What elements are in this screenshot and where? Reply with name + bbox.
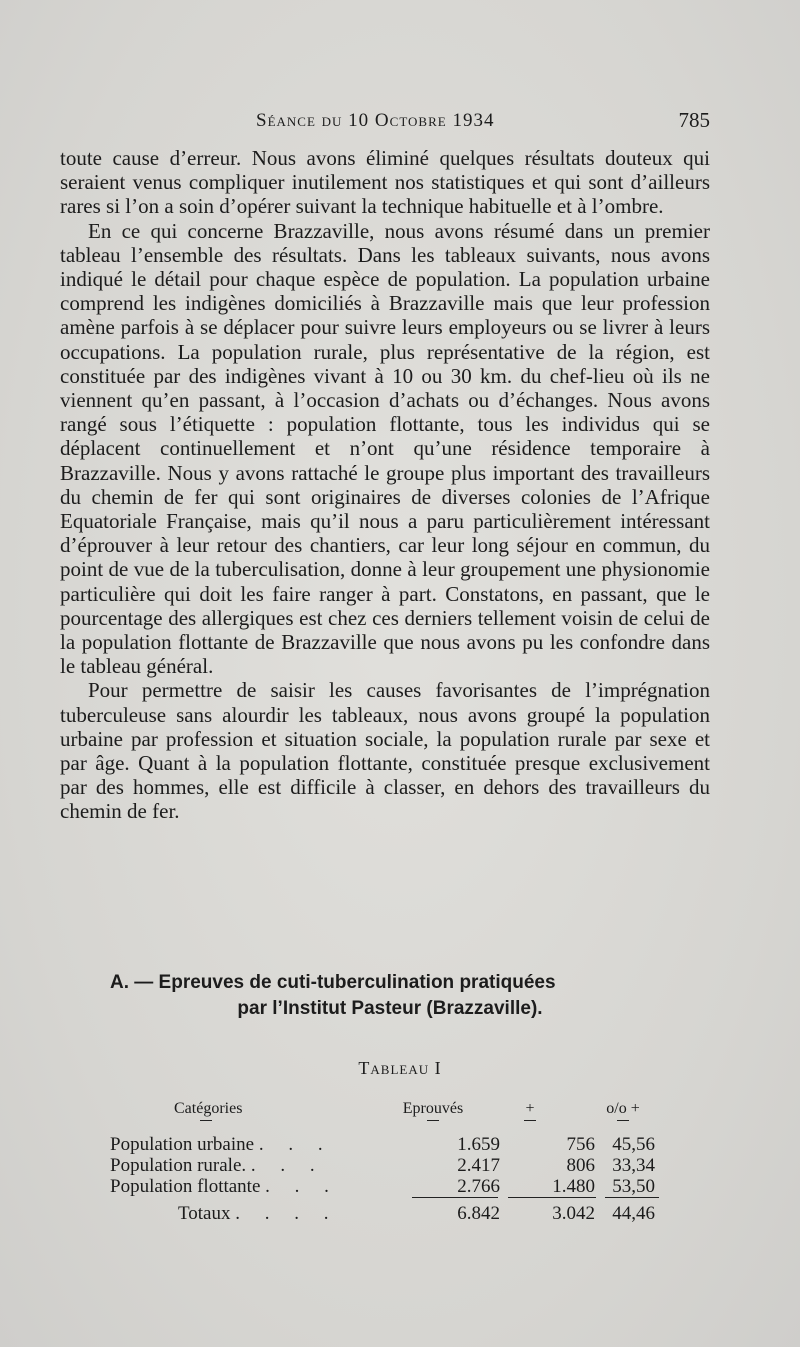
paragraph-2: En ce qui concerne Brazzaville, nous avons résumé dans un premier tableau l’ensemble des résultats. Dans les tableaux suivants, nous avons indiqué le détail pour chaque espèce de population. La population urbaine comprend les indigènes domiciliés à Brazzaville mais que leur profession amène parfois à se déplacer pour suivre leurs employeurs ou se livrer à leurs occupations. La population rurale, plus représentative de la région, est constituée par des indigènes vivant à 10 ou 30 km. du chef-lieu où ils ne viennent qu’en passant, à l’occasion d’achats ou d’échanges. Nous avons rangé sous l’étiquette : population flottante, tous les individus qui se déplacent continuellement et n’ont qu’une résidence temporaire à Brazzaville. Nous y avons rattaché le groupe plus important des travailleurs du chemin de fer qui sont originaires de diverses colonies de l’Afrique Equatoriale Française, mais qu’il nous a paru particulièrement intéressant d’éprouver à leur retour des chantiers, car leur long séjour en commun, du point de vue de la tuberculisation, donne à leur groupement une physionomie particulière qui doit les faire ranger à part. Constatons, en passant, que le pourcentage des allergiques est chez ces derniers tellement voisin de celui de la population flottante de Brazzaville que nous avons pu les confondre dans le tableau général. (60, 218, 710, 679)
page-number: 785 (678, 108, 710, 132)
totals-positive: 3.042 (552, 1203, 595, 1224)
totals-eprouves: 6.842 (457, 1203, 500, 1224)
header-dash (524, 1120, 536, 1121)
table-title: Tableau I (358, 1058, 442, 1078)
table-header-row (110, 1100, 670, 1134)
sum-rule (508, 1197, 596, 1198)
header-categories: Catégories (174, 1100, 243, 1117)
section-heading-line-2: par l’Institut Pasteur (Brazzaville). (237, 998, 543, 1019)
body-text (60, 146, 710, 824)
header-dash (200, 1120, 212, 1121)
row-percent: 33,34 (612, 1155, 655, 1176)
row-eprouves: 1.659 (457, 1134, 500, 1155)
data-table (110, 1100, 670, 1224)
header-dash (427, 1120, 439, 1121)
row-category: Population rurale. . . . (110, 1155, 325, 1176)
header-positive: + (525, 1100, 535, 1117)
paragraph-3: Pour permettre de saisir les causes favorisantes de l’imprégnation tuberculeuse sans alourdir les tableaux, nous avons groupé la population urbaine par profession et situation sociale, la population rurale par sexe et par âge. Quant à la population flottante, constituée presque exclusivement par des hommes, elle est difficile à classer, en dehors des travailleurs du chemin de fer. (60, 678, 710, 824)
totals-label: Totaux . . . . (178, 1203, 339, 1224)
row-eprouves: 2.417 (457, 1155, 500, 1176)
running-head (60, 106, 710, 136)
row-positive: 756 (566, 1134, 595, 1155)
row-eprouves: 2.766 (457, 1176, 500, 1197)
totals-row (110, 1203, 670, 1224)
table-row (110, 1176, 670, 1197)
header-percent: o/o + (606, 1100, 640, 1117)
header-dash (617, 1120, 629, 1121)
row-category: Population urbaine . . . (110, 1134, 333, 1155)
row-percent: 53,50 (612, 1176, 655, 1197)
section-heading (110, 970, 670, 1022)
table-row (110, 1134, 670, 1155)
sum-rule (605, 1197, 659, 1198)
row-percent: 45,56 (612, 1134, 655, 1155)
totals-percent: 44,46 (612, 1203, 655, 1224)
section-heading-line-1: A. — Epreuves de cuti-tuberculination pratiquées (110, 972, 556, 993)
row-positive: 1.480 (552, 1176, 595, 1197)
header-eprouves: Eprouvés (402, 1100, 464, 1117)
paragraph-1: toute cause d’erreur. Nous avons éliminé quelques résultats douteux qui seraient venus compliquer inutilement nos statistiques et qui sont d’ailleurs rares si l’on a soin d’opérer suivant la technique habituelle et à l’ombre. (60, 146, 710, 219)
row-category: Population flottante . . . (110, 1176, 339, 1197)
sum-rule (412, 1197, 498, 1198)
row-positive: 806 (566, 1155, 595, 1176)
running-title: Séance du 10 Octobre 1934 (256, 110, 495, 131)
table-row (110, 1155, 670, 1176)
